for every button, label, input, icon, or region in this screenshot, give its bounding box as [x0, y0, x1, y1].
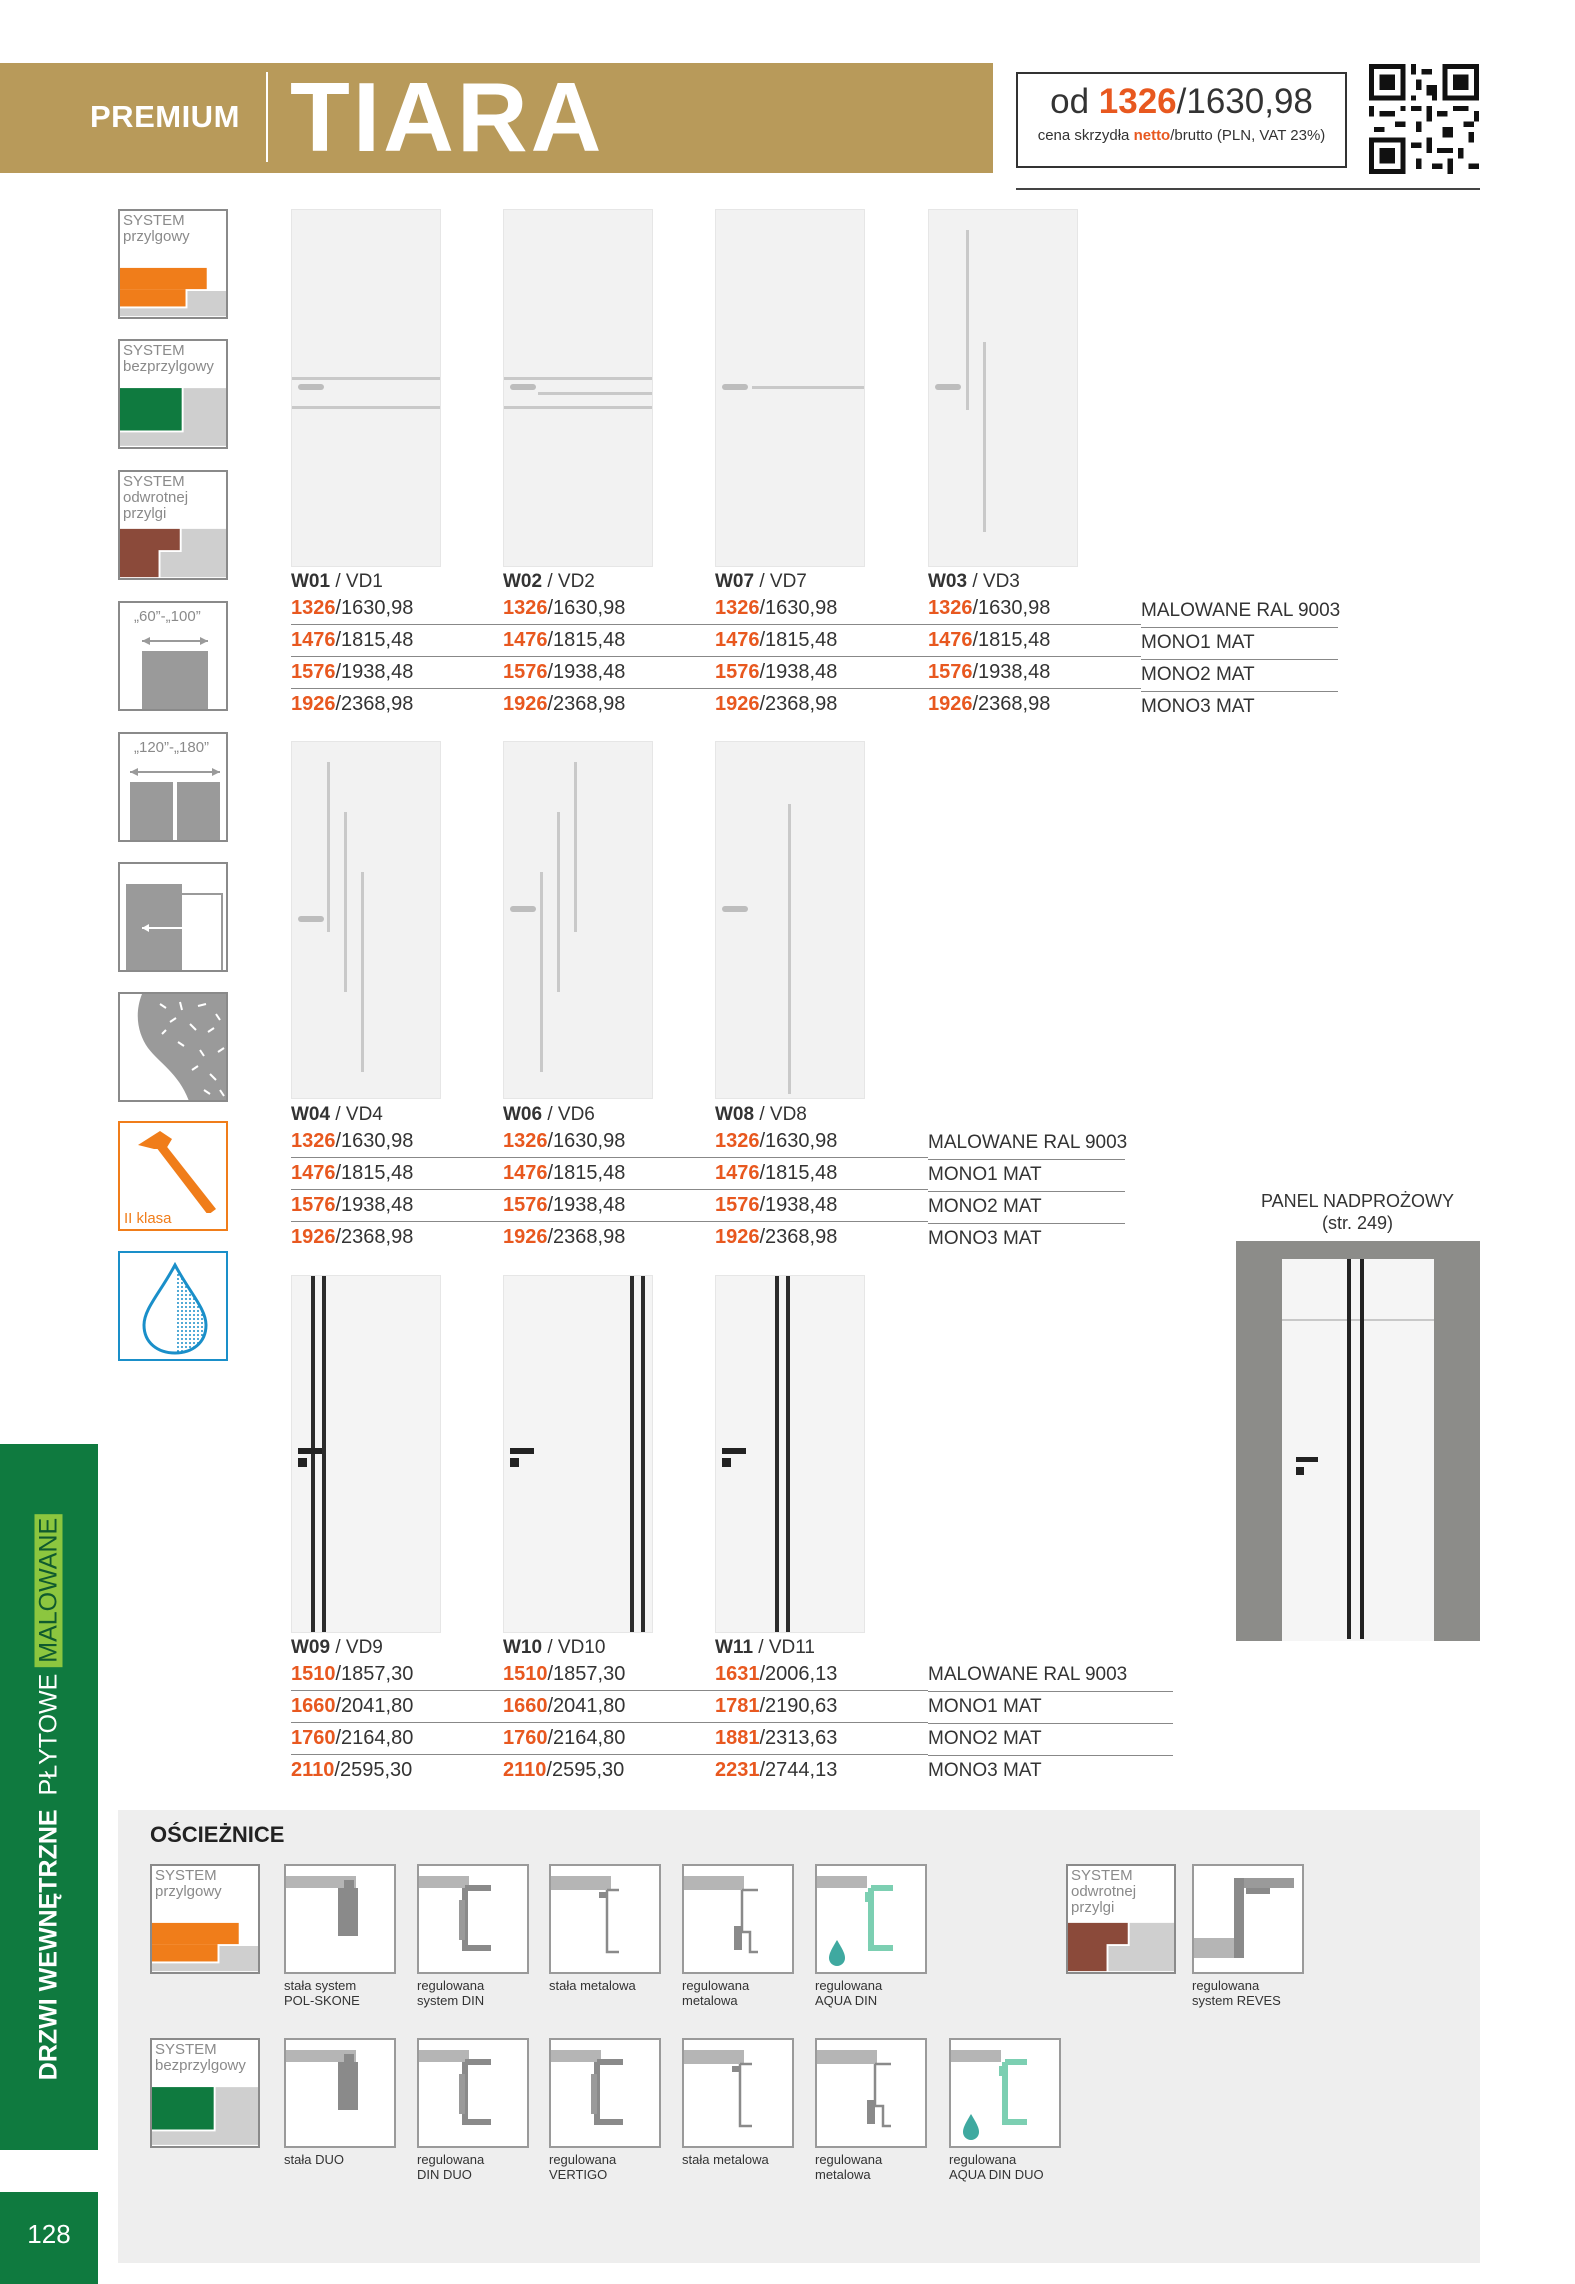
finish-row: MONO2 MAT	[928, 1192, 1125, 1224]
price-row: 1576/1938,48	[715, 1190, 928, 1222]
panel-caption: PANEL NADPROŻOWY (str. 249)	[1260, 1191, 1455, 1233]
price-box	[1016, 72, 1347, 168]
price-row: 1510/1857,30	[291, 1659, 504, 1691]
frame-metal-adjustable[interactable]	[682, 1864, 794, 1974]
frame-caption: stała metalowa	[682, 2152, 769, 2167]
finish-row: MALOWANE RAL 9003	[928, 1660, 1173, 1692]
frame-pol-skone[interactable]	[284, 1864, 396, 1974]
frame-aqua-din-duo[interactable]	[949, 2038, 1061, 2148]
frame-caption: regulowana AQUA DIN DUO	[949, 2152, 1044, 2182]
finish-row: MONO1 MAT	[928, 1692, 1173, 1724]
price-row: 1926/2368,98	[715, 693, 838, 715]
system-bezprzylgowy-icon: SYSTEM bezprzylgowy	[118, 339, 228, 449]
price-row: 1660/2041,80	[291, 1691, 504, 1723]
price-row: 1510/1857,30	[503, 1659, 716, 1691]
frames-title: OŚCIEŻNICE	[150, 1822, 285, 1847]
frame-metal-fixed[interactable]	[549, 1864, 661, 1974]
door-w07[interactable]	[715, 209, 865, 567]
single-width-icon: „60”-„100”	[118, 601, 228, 711]
finish-row: MONO1 MAT	[928, 1160, 1125, 1192]
price-row: 1476/1815,48	[291, 1158, 504, 1190]
flush-profile-icon	[120, 387, 226, 447]
sliding-icon	[120, 864, 228, 972]
model-label: W07 / VD7	[715, 571, 807, 592]
model-label: W09 / VD9	[291, 1637, 383, 1658]
price-row: 1576/1938,48	[291, 657, 504, 689]
qr-code-icon[interactable]	[1369, 64, 1479, 174]
model-label: W11 / VD11	[715, 1637, 815, 1658]
door-w03[interactable]	[928, 209, 1078, 567]
price-row: 1476/1815,48	[503, 625, 716, 657]
frame-reves-caption: regulowana system REVES	[1192, 1978, 1281, 2008]
price-row: 1926/2368,98	[503, 1226, 626, 1248]
price-row: 1476/1815,48	[291, 625, 504, 657]
door-w06[interactable]	[503, 741, 653, 1099]
price-row: 2110/2595,30	[503, 1759, 625, 1781]
frames-system-bezprzylgowy-icon: SYSTEM bezprzylgowy	[150, 2038, 260, 2148]
price-row: 1926/2368,98	[291, 1226, 414, 1248]
price-row: 1326/1630,98	[503, 1126, 716, 1158]
hammer-icon	[120, 1123, 228, 1213]
price-row: 1576/1938,48	[715, 657, 928, 689]
moisture-resistance-icon	[118, 1251, 228, 1361]
price-row: 1326/1630,98	[291, 1126, 504, 1158]
side-category-label: DRZWI WEWNĘTRZNE PŁYTOWE MALOWANE	[35, 1514, 64, 2080]
door-w02[interactable]	[503, 209, 653, 567]
frame-din-duo[interactable]	[417, 2038, 529, 2148]
header-underline	[1016, 188, 1480, 190]
double-door-icon	[120, 764, 228, 842]
door-w04[interactable]	[291, 741, 441, 1099]
frame-aqua-din[interactable]	[815, 1864, 927, 1974]
finish-row: MONO2 MAT	[1141, 660, 1338, 692]
price-row: 1476/1815,48	[928, 625, 1141, 657]
price-row: 1631/2006,13	[715, 1659, 928, 1691]
panel-nadprozowy-image[interactable]	[1236, 1241, 1480, 1641]
frame-duo[interactable]	[284, 2038, 396, 2148]
finish-row: MALOWANE RAL 9003	[928, 1128, 1125, 1160]
frame-caption: regulowana VERTIGO	[549, 2152, 617, 2182]
price-note: cena skrzydła netto/brutto (PLN, VAT 23%)	[1037, 127, 1326, 144]
price-row: 1926/2368,98	[928, 693, 1051, 715]
frame-din[interactable]	[417, 1864, 529, 1974]
frame-caption: regulowana metalowa	[682, 1978, 750, 2008]
price-row: 1760/2164,80	[503, 1723, 716, 1755]
price-row: 1476/1815,48	[715, 1158, 928, 1190]
class-icon: II klasa	[118, 1121, 228, 1231]
system-odwrotnej-icon: SYSTEM odwrotnej przylgi	[118, 470, 228, 580]
price-row: 1576/1938,48	[503, 1190, 716, 1222]
page-title: TIARA	[290, 62, 605, 172]
frame-reves[interactable]	[1192, 1864, 1304, 1974]
frames-system-przylgowy-icon: SYSTEM przylgowy	[150, 1864, 260, 1974]
finish-row: MONO2 MAT	[928, 1724, 1173, 1756]
door-w08[interactable]	[715, 741, 865, 1099]
finish-row: MONO1 MAT	[1141, 628, 1338, 660]
frame-metal-fixed-2[interactable]	[682, 2038, 794, 2148]
price-row: 1926/2368,98	[715, 1226, 838, 1248]
price-row: 1576/1938,48	[291, 1190, 504, 1222]
price-row: 1476/1815,48	[503, 1158, 716, 1190]
sliding-door-icon	[118, 862, 228, 972]
model-label: W04 / VD4	[291, 1104, 383, 1125]
price-row: 1926/2368,98	[503, 693, 626, 715]
double-width-icon: „120”-„180”	[118, 732, 228, 842]
door-w09[interactable]	[291, 1275, 441, 1633]
chipboard-core-icon	[118, 992, 228, 1102]
price-row: 1881/2313,63	[715, 1723, 928, 1755]
price-row: 1781/2190,63	[715, 1691, 928, 1723]
frame-caption: stała metalowa	[549, 1978, 636, 1993]
price-row: 1326/1630,98	[503, 593, 716, 625]
finish-row: MONO3 MAT	[928, 1228, 1042, 1249]
finish-row: MONO3 MAT	[1141, 696, 1255, 717]
price-row: 1576/1938,48	[503, 657, 716, 689]
model-label: W06 / VD6	[503, 1104, 595, 1125]
price-row: 1476/1815,48	[715, 625, 928, 657]
frame-caption: regulowana DIN DUO	[417, 2152, 485, 2182]
starting-price: od 1326/1630,98	[1050, 82, 1313, 121]
header-separator	[266, 72, 268, 162]
door-w11[interactable]	[715, 1275, 865, 1633]
finish-row: MONO3 MAT	[928, 1760, 1042, 1781]
honeycomb-icon	[120, 994, 228, 1102]
model-label: W01 / VD1	[291, 571, 383, 592]
door-w10[interactable]	[503, 1275, 653, 1633]
price-row: 1326/1630,98	[928, 593, 1141, 625]
rebate-profile-icon	[120, 267, 226, 317]
page-number: 128	[27, 2219, 71, 2249]
door-w01[interactable]	[291, 209, 441, 567]
frame-metal-adjustable-2[interactable]	[815, 2038, 927, 2148]
price-row: 1326/1630,98	[715, 1126, 928, 1158]
frames-system-odwrotnej-icon: SYSTEM odwrotnej przylgi	[1066, 1864, 1176, 1974]
price-row: 1576/1938,48	[928, 657, 1141, 689]
price-row: 1926/2368,98	[291, 693, 414, 715]
finish-row: MALOWANE RAL 9003	[1141, 596, 1338, 628]
frame-caption: stała system POL-SKONE	[284, 1978, 360, 2008]
price-row: 1660/2041,80	[503, 1691, 716, 1723]
frame-vertigo[interactable]	[549, 2038, 661, 2148]
frame-caption: regulowana AQUA DIN	[815, 1978, 883, 2008]
price-row: 1326/1630,98	[715, 593, 928, 625]
model-label: W02 / VD2	[503, 571, 595, 592]
reverse-rebate-icon	[120, 528, 226, 578]
model-label: W08 / VD8	[715, 1104, 807, 1125]
frame-caption: regulowana system DIN	[417, 1978, 485, 2008]
system-przylgowy-icon: SYSTEM przylgowy	[118, 209, 228, 319]
water-drop-icon	[120, 1253, 228, 1361]
price-row: 1760/2164,80	[291, 1723, 504, 1755]
series-label: PREMIUM	[90, 99, 240, 134]
frame-caption: stała DUO	[284, 2152, 344, 2167]
price-row: 2110/2595,30	[291, 1759, 413, 1781]
model-label: W10 / VD10	[503, 1637, 606, 1658]
single-door-icon	[120, 633, 228, 711]
price-row: 1326/1630,98	[291, 593, 504, 625]
price-row: 2231/2744,13	[715, 1759, 838, 1781]
frame-caption: regulowana metalowa	[815, 2152, 883, 2182]
model-label: W03 / VD3	[928, 571, 1020, 592]
